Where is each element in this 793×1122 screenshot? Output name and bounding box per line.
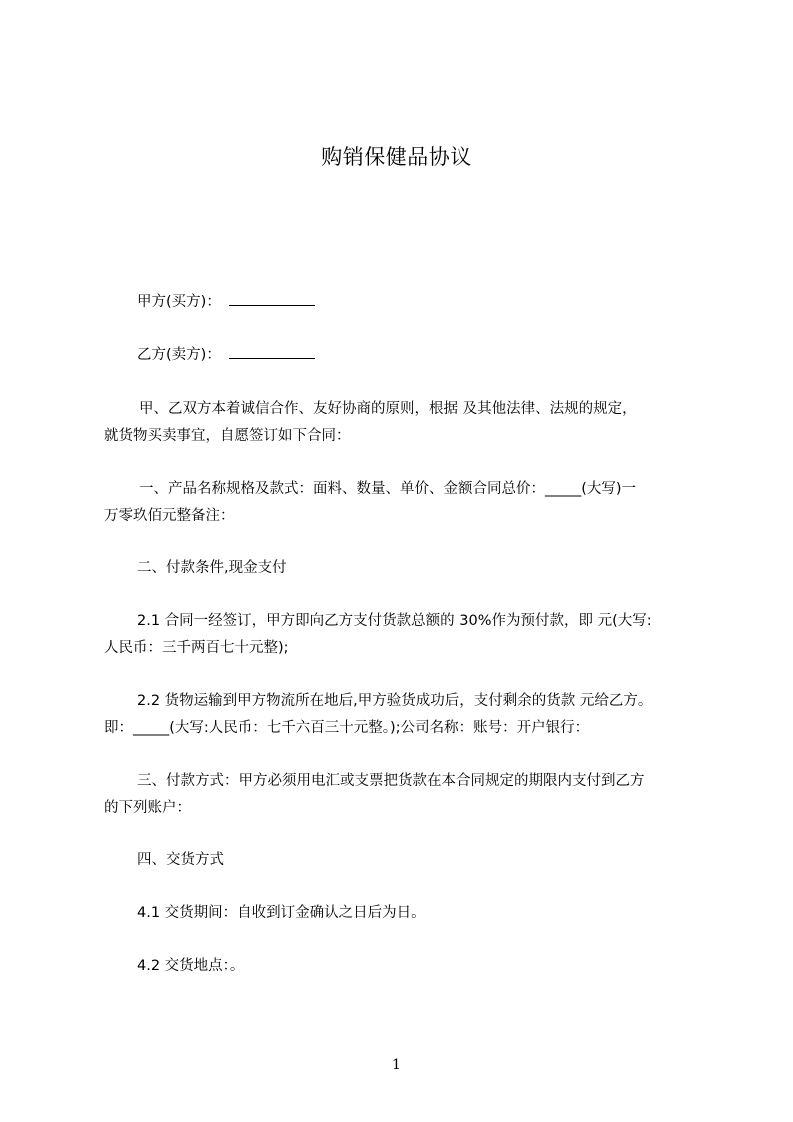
party-a-label: 甲方(买方)： — [137, 294, 221, 310]
section1-line-2: 万零玖佰元整备注： — [104, 508, 235, 524]
section1-line-1: 一、产品名称规格及款式：面料、数量、单价、金额合同总价：_____(大写)一 — [139, 481, 637, 497]
clause-2-2-line-1: 2.2 货物运输到甲方物流所在地后,甲方验货成功后，支付剩余的货款 元给乙方。 — [137, 693, 653, 709]
intro-line-2: 就货物买卖事宜，自愿签订如下合同： — [104, 428, 351, 444]
clause-2-1-line-1: 2.1 合同一经签订，甲方即向乙方支付货款总额的 30%作为预付款，即 元(大写: — [137, 613, 652, 629]
party-b-blank — [229, 343, 315, 359]
party-b-label: 乙方(卖方)： — [137, 347, 221, 363]
clause-2-2-line-2: 即：_____(大写:人民币：七千六百三十元整。);公司名称：账号：开户银行： — [104, 720, 590, 736]
section2-heading: 二、付款条件,现金支付 — [137, 560, 287, 576]
section3-line-2: 的下列账户： — [104, 800, 191, 816]
document-title: 购销保健品协议 — [321, 145, 472, 169]
clause-4-1: 4.1 交货期间：自收到订金确认之日后为日。 — [137, 905, 426, 921]
section3-line-1: 三、付款方式：甲方必须用电汇或支票把货款在本合同规定的期限内支付到乙方 — [137, 773, 645, 789]
clause-4-2: 4.2 交货地点：。 — [137, 958, 245, 974]
intro-line-1: 甲、乙双方本着诚信合作、友好协商的原则，根据 及其他法律、法规的规定， — [139, 401, 637, 417]
party-a-blank — [229, 290, 315, 306]
page-number: 1 — [392, 1057, 401, 1073]
clause-2-1-line-2: 人民币：三千两百七十元整); — [104, 640, 289, 656]
section4-heading: 四、交货方式 — [137, 852, 224, 868]
party-a-line — [0, 290, 793, 313]
party-b-line — [0, 343, 793, 366]
